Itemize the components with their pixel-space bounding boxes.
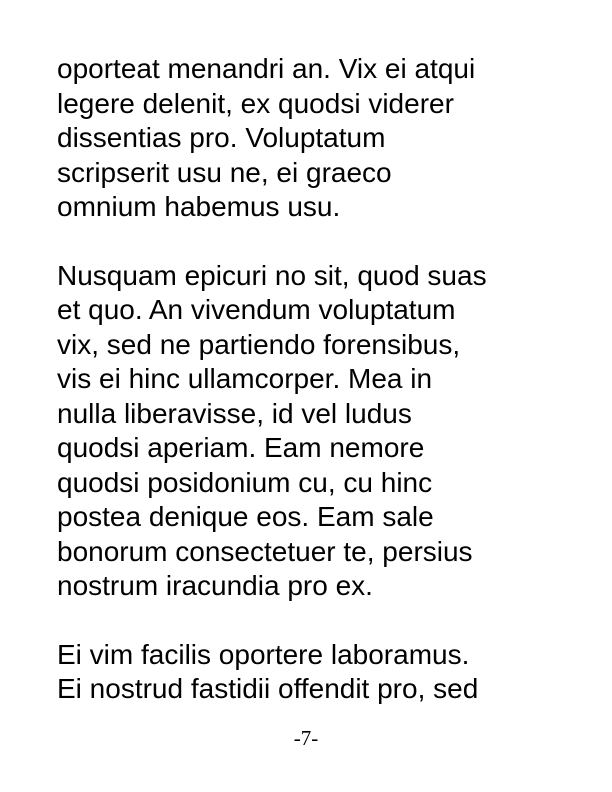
text-line: legere delenit, ex quodsi viderer	[57, 87, 454, 119]
text-line: vis ei hinc ullamcorper. Mea in	[57, 363, 433, 394]
text-line: Ei nostrud fastidii offendit pro, sed	[57, 673, 479, 704]
text-line: omnium habemus usu.	[57, 191, 341, 222]
paragraph-2	[57, 259, 577, 604]
text-line: scripserit usu ne, ei graeco	[57, 156, 392, 188]
text-line: Nusquam epicuri no sit, quod suas	[57, 259, 487, 291]
page-body	[57, 52, 577, 741]
page-number: -7-	[293, 726, 319, 750]
text-line: nulla liberavisse, id vel ludus	[57, 397, 412, 429]
text-line: Ei vim facilis oportere laboramus.	[57, 638, 470, 670]
text-line: nostrum iracundia pro ex.	[57, 570, 373, 601]
text-line: bonorum consectetuer te, persius	[57, 535, 473, 567]
text-line: dissentias pro. Voluptatum	[57, 122, 386, 153]
text-line: quodsi posidonium cu, cu hinc	[57, 466, 433, 498]
paragraph-3	[57, 638, 577, 707]
text-line: quodsi aperiam. Eam nemore	[57, 432, 425, 463]
text-line: postea denique eos. Eam sale	[57, 501, 434, 532]
text-line: vix, sed ne partiendo forensibus,	[57, 328, 461, 360]
text-line: oporteat menandri an. Vix ei atqui	[57, 53, 476, 84]
paragraph-1	[57, 52, 577, 225]
text-line: et quo. An vivendum voluptatum	[57, 294, 456, 325]
